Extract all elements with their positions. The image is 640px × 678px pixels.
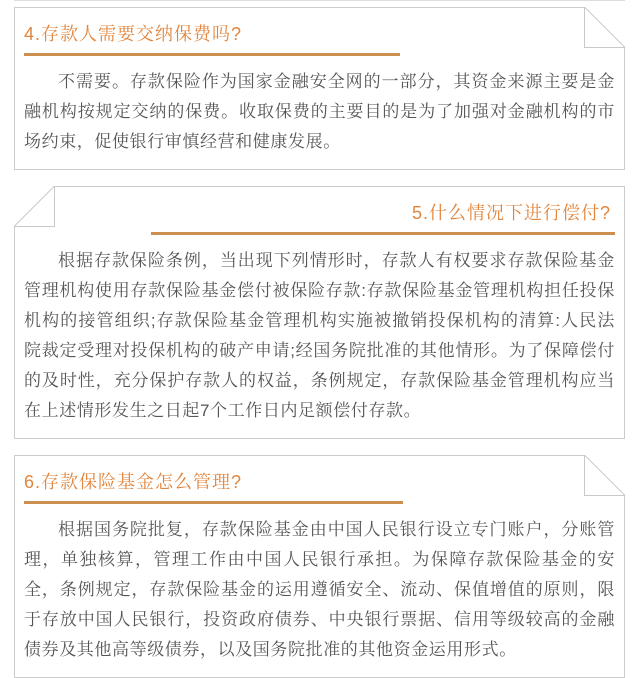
folded-corner-icon — [584, 7, 625, 48]
card-body: 根据存款保险条例，当出现下列情形时，存款人有权要求存款保险基金管理机构使用存款保险基金偿付被保险存款:存款保险基金管理机构担任投保机构的接管组织;存款保险基金管理机构实施被撤销投保机构的清算:人民法院裁定受理对投保机构的破产申请;经国务院批准的其他情形。为了保障偿付的及时性，充分保护存款人的权益，条例规定，存款保险基金管理机构应当在上述情形发生之日起7个工作日内足额偿付存款。 — [24, 251, 615, 420]
article-page — [14, 0, 625, 678]
title-divider — [24, 53, 400, 56]
folded-corner-icon — [14, 186, 55, 227]
card-title: 4.存款人需要交纳保费吗? — [24, 24, 243, 44]
folded-corner-icon — [584, 455, 625, 496]
qa-card-repayment-question — [14, 186, 625, 439]
card-body: 不需要。存款保险作为国家金融安全网的一部分，其资金来源主要是金融机构按规定交纳的保费。收取保费的主要目的是为了加强对金融机构的市场约束，促使银行审慎经营和健康发展。 — [24, 72, 615, 151]
card-title: 5.什么情况下进行偿付? — [411, 203, 611, 223]
previous-card-bottom-edge — [14, 0, 625, 1]
card-title: 6.存款保险基金怎么管理? — [24, 472, 243, 492]
qa-card-premium-question — [14, 7, 625, 170]
title-divider — [24, 501, 403, 504]
title-divider — [151, 232, 615, 235]
qa-card-fund-management-question — [14, 455, 625, 678]
card-body: 根据国务院批复，存款保险基金由中国人民银行设立专门账户，分账管理，单独核算，管理工作由中国人民银行承担。为保障存款保险基金的安全，条例规定，存款保险基金的运用遵循安全、流动、保值增值的原则，限于存放中国人民银行，投资政府债券、中央银行票据、信用等级较高的金融债券及其他高等级债券，以及国务院批准的其他资金运用形式。 — [24, 520, 615, 659]
